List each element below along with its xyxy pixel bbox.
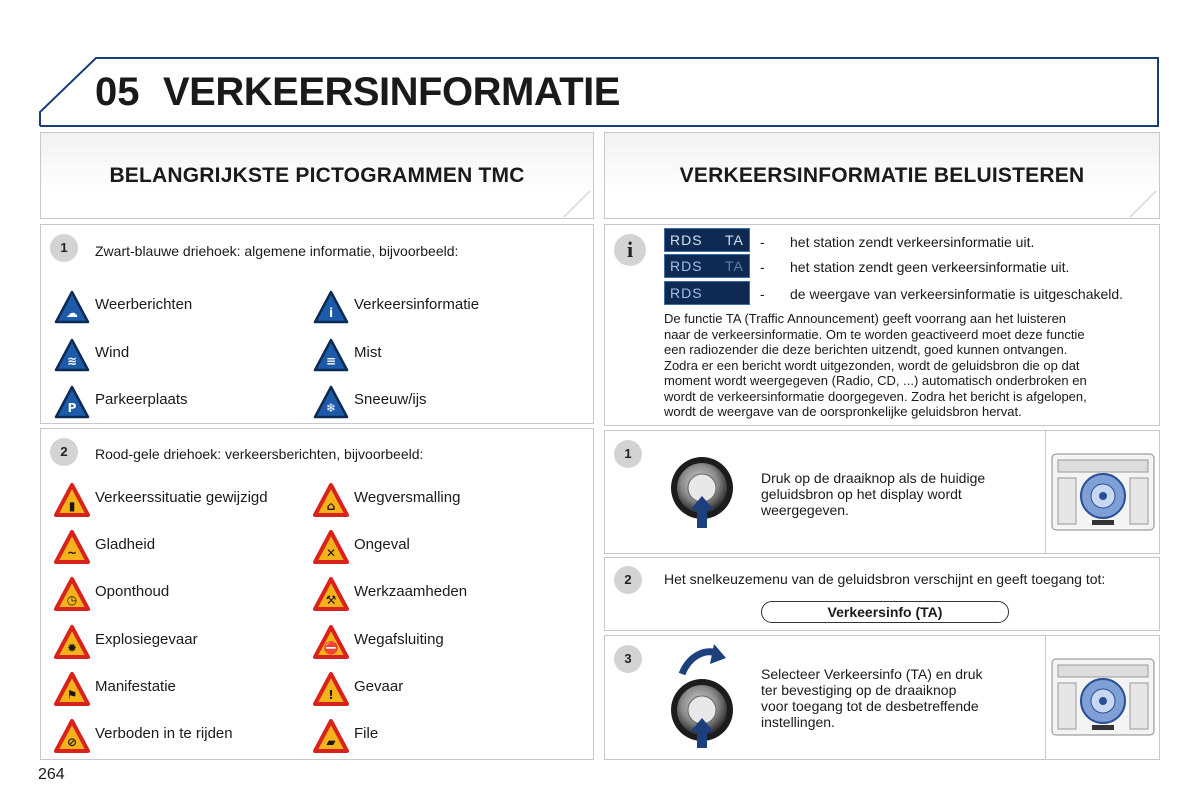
- right-heading-box: [604, 132, 1160, 219]
- svg-text:!: !: [328, 687, 334, 702]
- chapter-number: 05: [95, 70, 140, 114]
- pictogram-label: Sneeuw/ijs: [354, 391, 427, 408]
- rds-label: RDS: [670, 258, 703, 274]
- demonstration-icon: [54, 672, 90, 706]
- dash: -: [760, 234, 765, 250]
- pictogram-label: Explosiegevaar: [95, 630, 198, 648]
- step-badge: 2: [50, 438, 78, 466]
- rds-row-1: het station zendt verkeersinformatie uit.: [790, 234, 1035, 250]
- rotary-knob-turn-press-icon: [664, 640, 744, 752]
- rds-ta-dim-display: [664, 254, 750, 278]
- svg-text:P: P: [67, 401, 77, 415]
- paragraph-line: wordt de verkeersinformatie doorgegeven. Zodra het bericht is afgelopen,: [664, 388, 1087, 404]
- step-3-line: ter bevestiging op de draaiknop: [761, 682, 957, 698]
- info-badge: i: [614, 234, 646, 266]
- step-badge: 1: [614, 440, 642, 468]
- right-heading: VERKEERSINFORMATIE BELUISTEREN: [679, 164, 1085, 187]
- dash: -: [760, 286, 765, 302]
- traffic-light-icon: [54, 483, 90, 517]
- svg-text:≡: ≡: [325, 353, 337, 368]
- fog-icon: [313, 338, 349, 372]
- step-3-line: Selecteer Verkeersinfo (TA) en druk: [761, 666, 983, 682]
- pictogram-label: Verboden in te rijden: [95, 725, 233, 742]
- rds-row-2: het station zendt geen verkeersinformatie uit.: [790, 259, 1070, 275]
- pictogram-label: Werkzaamheden: [354, 583, 468, 601]
- svg-text:⌂: ⌂: [326, 499, 336, 513]
- dash: -: [760, 259, 765, 275]
- radio-panel-thumbnail: [1050, 452, 1156, 532]
- pictogram-label: Oponthoud: [95, 583, 170, 601]
- snowflake-icon: [313, 385, 349, 419]
- rds-ta-display: [664, 228, 750, 252]
- road-closed-icon: [313, 625, 349, 659]
- svg-text:✕: ✕: [325, 546, 337, 561]
- rds-only-display: [664, 281, 750, 305]
- svg-text:⊘: ⊘: [66, 735, 78, 749]
- ta-label: TA: [725, 258, 744, 274]
- pictogram-label: Parkeerplaats: [95, 391, 188, 408]
- paragraph-line: De functie TA (Traffic Announcement) geeft voorrang aan het luisteren: [664, 311, 1067, 326]
- step-1-line: Druk op de draaiknop als de huidige: [761, 470, 986, 486]
- step-badge: 1: [50, 234, 78, 262]
- rds-row-3: de weergave van verkeersinformatie is uitgeschakeld.: [790, 286, 1124, 302]
- pictogram-label: Wind: [95, 343, 130, 361]
- road-narrowing-icon: [313, 483, 349, 517]
- paragraph-line: Zodra er een bericht wordt uitgezonden, wordt de geluidsbron die op dat: [664, 357, 1080, 373]
- paragraph-line: moment wordt weergegeven (Radio, CD, ...) automatisch onderbroken en: [664, 373, 1087, 388]
- chapter-title: VERKEERSINFORMATIE: [163, 70, 620, 114]
- step-1-line: weergegeven.: [761, 502, 849, 518]
- left-heading: BELANGRIJKSTE PICTOGRAMMEN TMC: [109, 164, 525, 187]
- pictogram-label: Verkeersinformatie: [354, 296, 480, 313]
- pictogram-label: Gladheid: [95, 536, 156, 554]
- svg-text:❄: ❄: [325, 401, 337, 415]
- step-1-text: [761, 470, 985, 518]
- info-icon: [313, 290, 349, 324]
- rds-label: RDS: [670, 232, 703, 248]
- explosion-icon: [54, 625, 90, 659]
- pictogram-label: Manifestatie: [95, 677, 176, 695]
- svg-text:☁: ☁: [66, 306, 78, 320]
- left-heading-box: [40, 132, 594, 219]
- ta-label: TA: [725, 232, 744, 248]
- accident-icon: [313, 530, 349, 564]
- svg-text:i: i: [328, 306, 334, 320]
- rds-label: RDS: [670, 285, 703, 301]
- parking-icon: [54, 385, 90, 419]
- step-badge: 2: [614, 566, 642, 594]
- pictogram-label: Weerberichten: [95, 296, 193, 313]
- ta-paragraph: [664, 311, 1087, 420]
- step-badge: 3: [614, 645, 642, 673]
- wind-icon: [54, 338, 90, 372]
- no-entry-icon: [54, 719, 90, 753]
- weather-icon: [54, 290, 90, 324]
- pictogram-label: Ongeval: [354, 536, 410, 554]
- svg-text:⚒: ⚒: [325, 593, 337, 608]
- svg-text:≋: ≋: [66, 353, 78, 368]
- svg-text:✹: ✹: [66, 640, 78, 655]
- svg-text:◷: ◷: [66, 593, 78, 608]
- step-3-line: voor toegang tot de desbetreffende: [761, 698, 979, 714]
- traffic-jam-icon: [313, 719, 349, 753]
- slippery-road-icon: [54, 530, 90, 564]
- roadworks-icon: [313, 577, 349, 611]
- paragraph-line: wordt de weergave van de oorspronkelijke geluidsbron hervat.: [664, 404, 1022, 419]
- radio-panel-thumbnail: [1050, 657, 1156, 737]
- pictogram-label: Gevaar: [354, 677, 404, 695]
- svg-text:⚑: ⚑: [66, 687, 78, 702]
- pictogram-label: Wegafsluiting: [354, 630, 444, 648]
- delay-clock-icon: [54, 577, 90, 611]
- step-3-line: instellingen.: [761, 714, 835, 730]
- rotary-knob-press-icon: [664, 452, 744, 532]
- traffic-intro: Rood-gele driehoek: verkeersberichten, bijvoorbeeld:: [95, 446, 424, 462]
- svg-text:~: ~: [66, 546, 78, 561]
- step-2-text: Het snelkeuzemenu van de geluidsbron verschijnt en geeft toegang tot:: [664, 571, 1106, 587]
- pictogram-label: File: [354, 725, 379, 742]
- page-number: 264: [38, 766, 65, 783]
- general-intro: Zwart-blauwe driehoek: algemene informatie, bijvoorbeeld:: [95, 243, 459, 259]
- svg-text:⛔: ⛔: [323, 640, 339, 655]
- pictogram-label: Mist: [354, 343, 382, 361]
- svg-text:▰: ▰: [326, 735, 336, 749]
- paragraph-line: naar de verkeersinformatie. Om te worden geactiveerd moet deze functie: [664, 326, 1085, 342]
- step-3-text: [761, 666, 983, 730]
- verkeersinfo-ta-button[interactable]: Verkeersinfo (TA): [761, 601, 1009, 623]
- pictogram-label: Verkeerssituatie gewijzigd: [95, 489, 268, 506]
- danger-icon: [313, 672, 349, 706]
- step-1-line: geluidsbron op het display wordt: [761, 486, 962, 502]
- paragraph-line: een radiozender die deze berichten uitzendt, goed kunnen ontvangen.: [664, 342, 1068, 357]
- pictogram-label: Wegversmalling: [354, 489, 461, 506]
- svg-text:▮: ▮: [68, 499, 76, 513]
